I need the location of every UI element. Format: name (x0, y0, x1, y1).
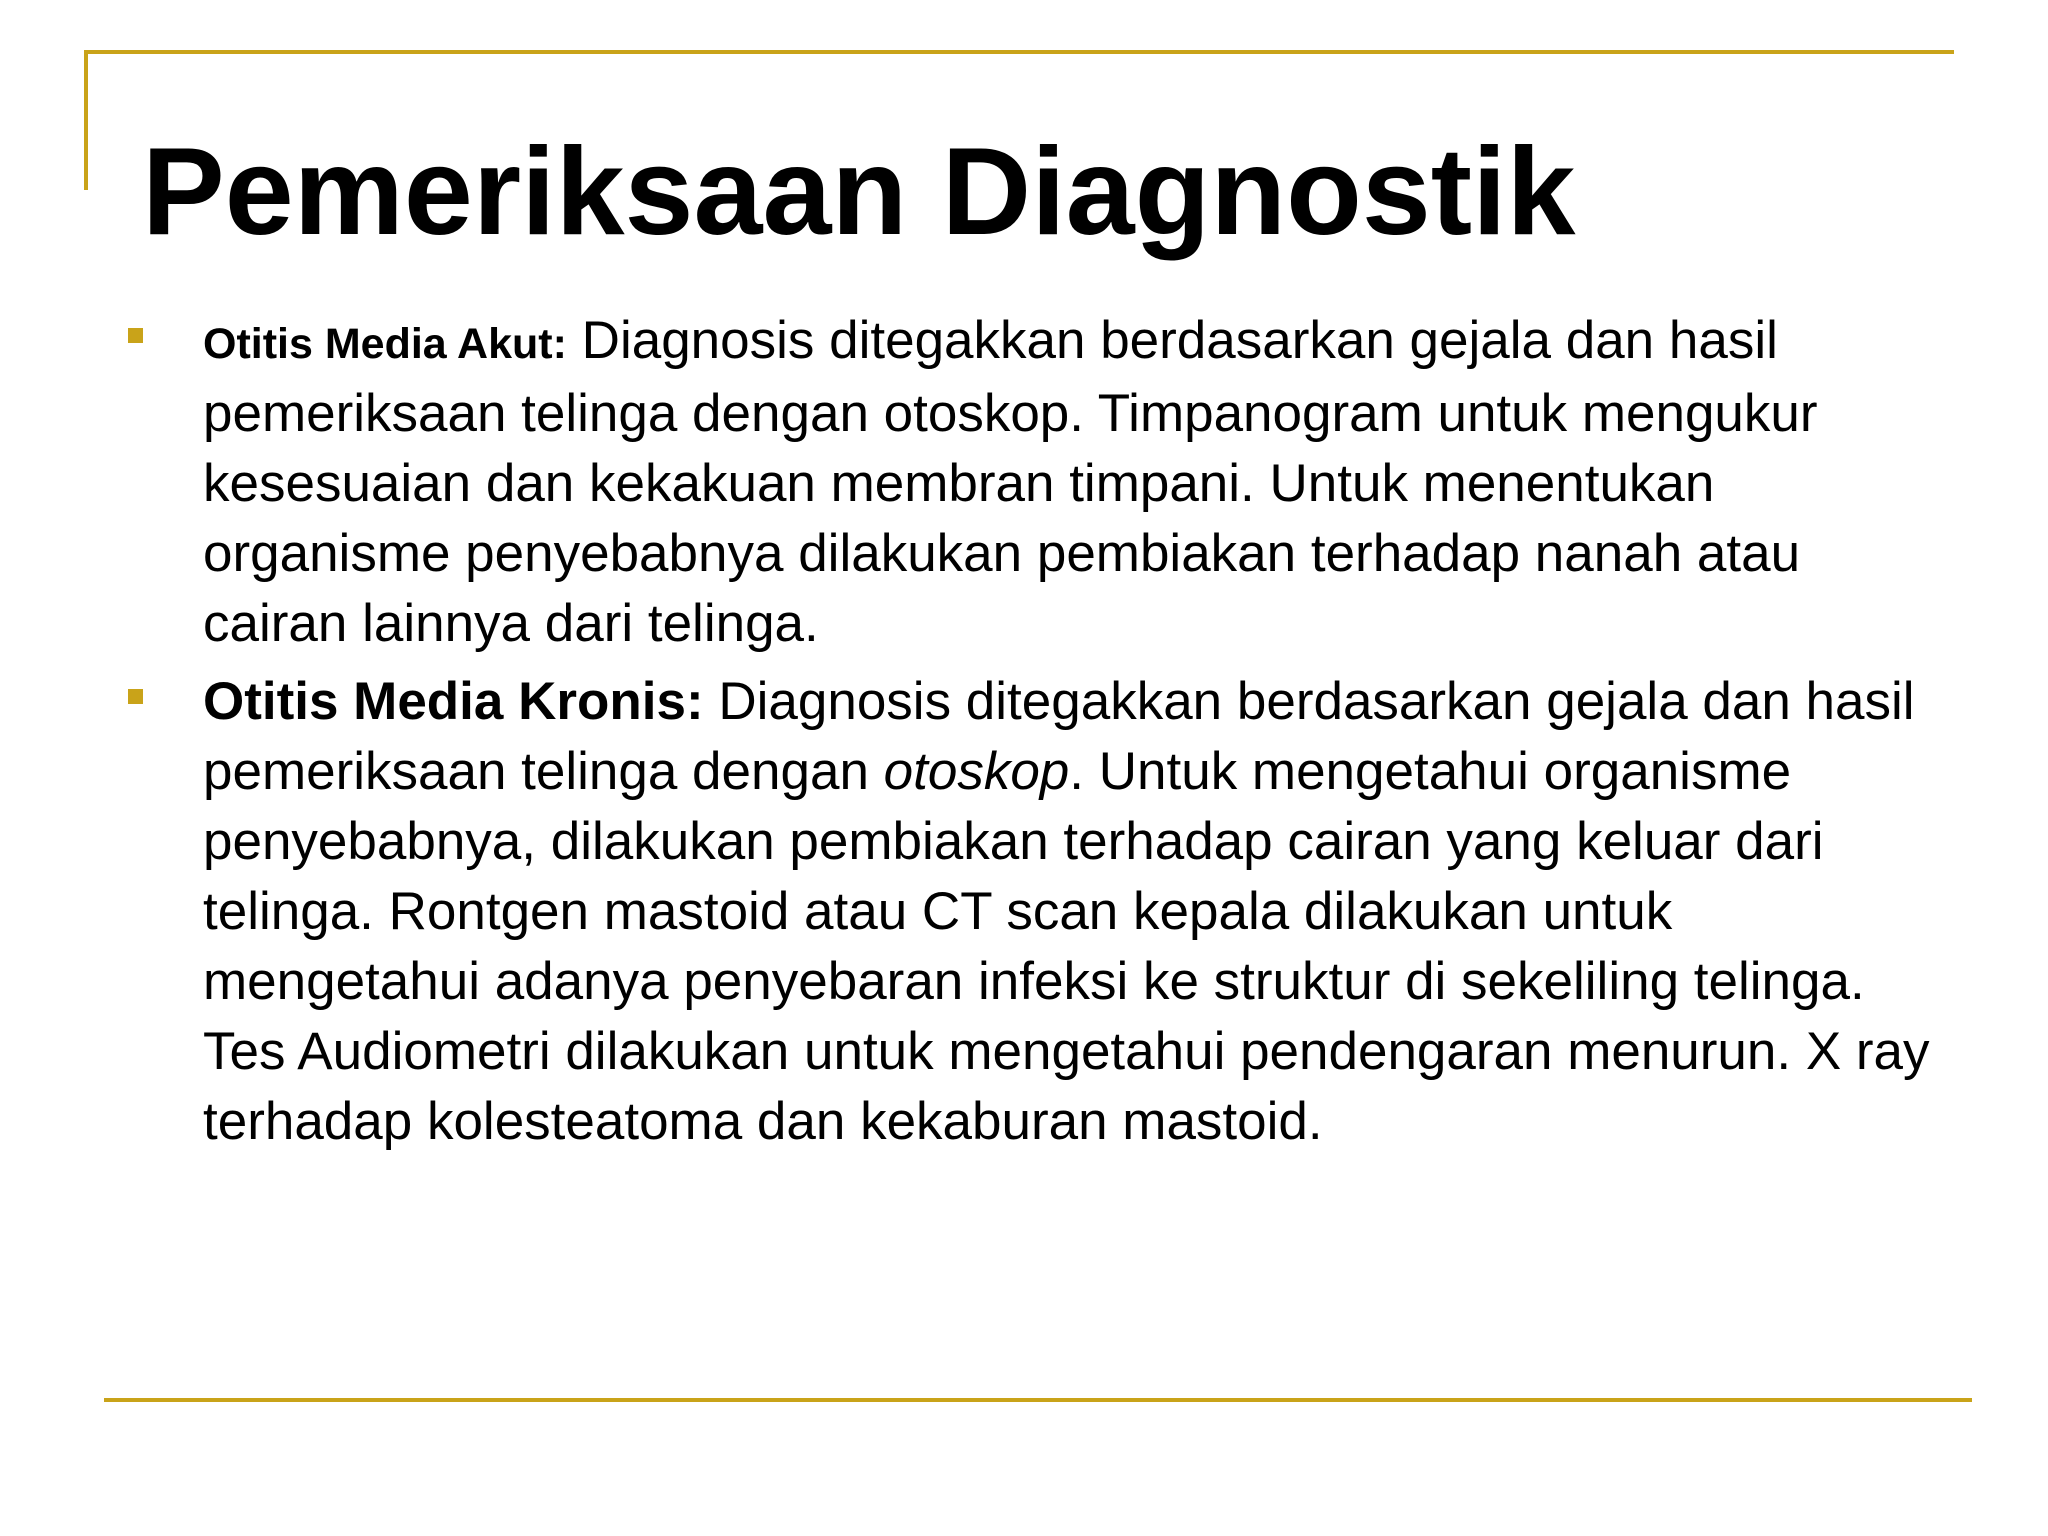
square-bullet-icon (128, 328, 143, 343)
frame-bottom-line (104, 1398, 1972, 1402)
bullet-text: Diagnosis ditegakkan berdasarkan gejala dan hasil pemeriksaan telinga dengan otoskop. Timpanogram untuk mengukur kesesuaian dan kekakuan membran timpani. Untuk menentukan organisme penyebabnya dilakukan pembiakan terhadap nanah atau cairan lainnya dari telinga. (203, 311, 1818, 653)
frame-top-line (84, 50, 1954, 54)
slide-title: Pemeriksaan Diagnostik (142, 123, 1576, 261)
frame-left-line (84, 50, 88, 190)
bullet-text-italic: otoskop (883, 742, 1070, 801)
bullet-item-otitis-media-akut (128, 306, 1948, 659)
bullet-lead: Otitis Media Akut: (203, 320, 567, 368)
bullet-item-otitis-media-kronis (128, 667, 1948, 1157)
square-bullet-icon (128, 689, 143, 704)
bullet-list (128, 306, 1948, 1165)
bullet-text-before: Diagnosis ditegakkan berdasarkan gejala dan hasil pemeriksaan telinga dengan (203, 672, 1915, 801)
bullet-text-after: . Untuk mengetahui organisme penyebabnya, dilakukan pembiakan terhadap cairan yang keluar dari telinga. Rontgen mastoid atau CT scan kepala dilakukan untuk mengetahui adanya penyebaran infeksi ke struktur di sekeliling telinga. Tes Audiometri dilakukan untuk mengetahui pendengaran menurun. X ray terhadap kolesteatoma dan kekaburan mastoid. (203, 742, 1930, 1151)
bullet-lead: Otitis Media Kronis: (203, 672, 704, 731)
